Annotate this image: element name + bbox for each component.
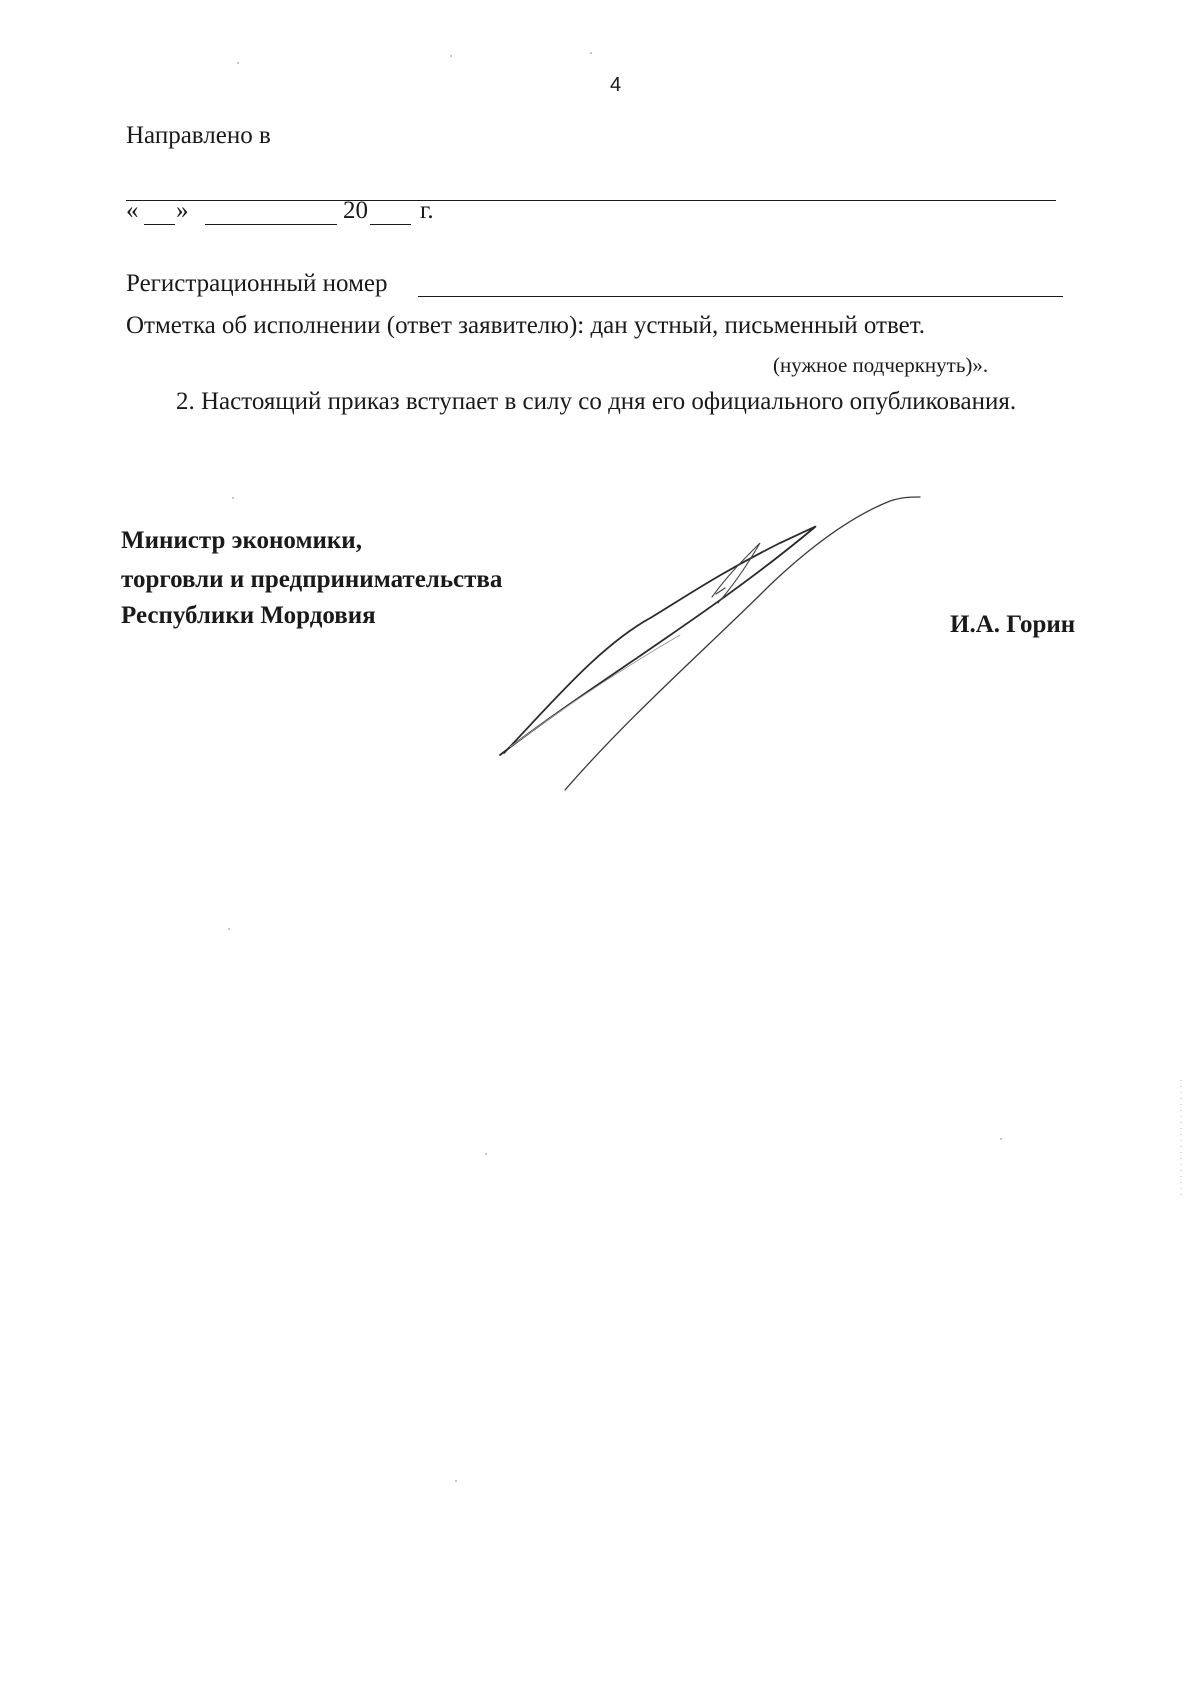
page-number: 4 [610,74,622,96]
scan-speck [237,62,239,64]
signature-stroke-faint [510,635,680,747]
date-close-quote: » [176,197,189,224]
signatory-title-line-1: Министр экономики, [121,527,362,554]
scan-speck [228,928,230,930]
date-year-blank [370,224,411,225]
registration-label: Регистрационный номер [126,270,388,297]
handwritten-signature [480,485,960,795]
signature-stroke-long [565,497,920,790]
date-year-prefix: 20 [343,197,368,224]
scan-speck [485,1153,487,1155]
signatory-title-line-2: торговли и предпринимательства [121,566,503,593]
signature-stroke-tick [716,588,725,594]
signatory-name: И.А. Горин [950,611,1076,638]
date-day-blank [144,224,175,225]
scan-speck [232,497,234,499]
underline-hint: (нужное подчеркнуть)». [773,353,989,377]
scan-speck [590,52,592,54]
scan-speck [1000,1138,1002,1140]
signatory-title-line-3: Республики Мордовия [121,602,376,629]
order-clause-2: 2. Настоящий приказ вступает в силу со дня его официального опубликования. [176,388,1017,415]
date-year-suffix: г. [420,197,434,224]
date-open-quote: « [126,197,139,224]
signature-stroke-main [500,527,815,755]
registration-fill-line [418,296,1063,297]
scan-edge-artifact [1180,1080,1182,1200]
date-month-blank [205,224,337,225]
scan-speck [455,1480,457,1482]
directed-label: Направлено в [126,122,271,149]
scan-speck [450,55,452,57]
execution-note: Отметка об исполнении (ответ заявителю): дан устный, письменный ответ. [126,312,925,339]
signature-stroke-loop [712,543,760,603]
directed-fill-line [126,200,1056,201]
